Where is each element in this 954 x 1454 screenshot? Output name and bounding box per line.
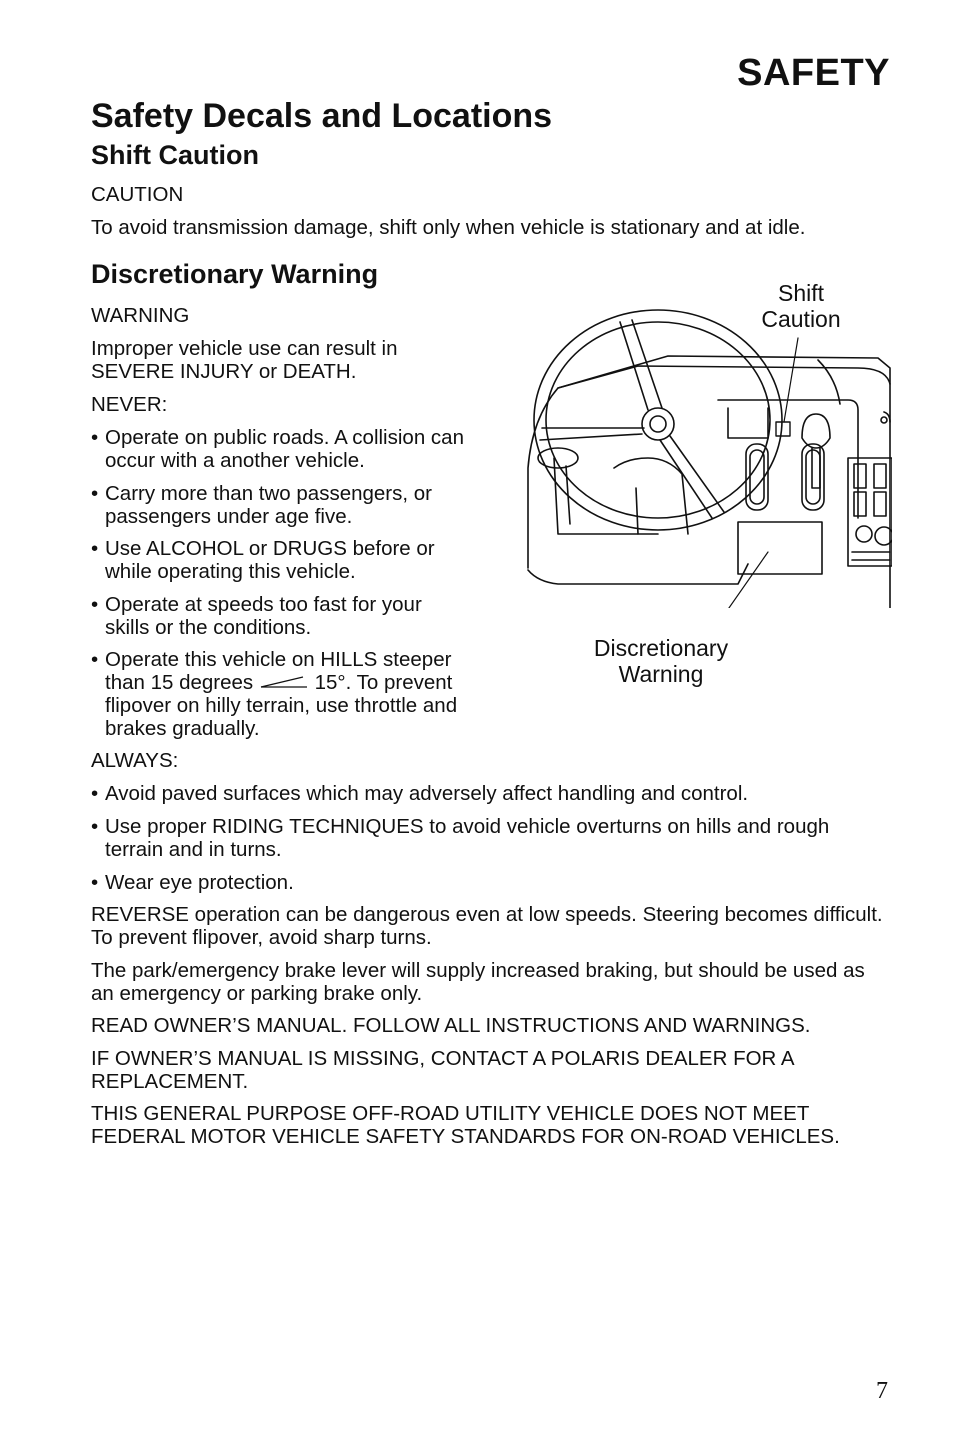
callout-line: Discretionary: [593, 635, 729, 661]
bullet-dot: •: [91, 482, 99, 505]
always-item-text: Use proper RIDING TECHNIQUES to avoid vehicle overturns on hills and rough terrain and in turns.: [105, 815, 830, 861]
slope-icon: [259, 675, 309, 689]
hills-item-text: [91, 648, 471, 740]
bullet-dot: •: [91, 593, 99, 616]
always-item-text: Avoid paved surfaces which may adversely affect handling and control.: [105, 782, 749, 805]
never-item-text: Carry more than two passengers, or passengers under age five.: [105, 482, 432, 528]
always-item-text: Wear eye protection.: [105, 871, 294, 894]
always-label: ALWAYS:: [91, 749, 179, 772]
bullet-dot: •: [91, 815, 99, 838]
dashboard-illustration: [518, 308, 892, 608]
hills-item-before: Operate this vehicle on HILLS steeper than 15 degrees: [105, 648, 452, 694]
warning-label: WARNING: [91, 304, 190, 327]
page-number: 7: [876, 1378, 888, 1404]
bullet-dot: •: [91, 537, 99, 560]
always-item: [91, 815, 881, 861]
bullet-dot: •: [91, 782, 99, 805]
section-header: SAFETY: [737, 52, 890, 94]
never-item-text: Use ALCOHOL or DRUGS before or while operating this vehicle.: [105, 537, 435, 583]
callout-line: Shift: [777, 280, 825, 306]
never-item-text: Operate at speeds too fast for your skills or the conditions.: [105, 593, 422, 639]
never-item: [91, 537, 471, 583]
page-title: Safety Decals and Locations: [91, 97, 553, 135]
hills-item-angle: 15°.: [314, 671, 352, 694]
bullet-dot: •: [91, 871, 99, 894]
callout-line: Warning: [618, 661, 704, 687]
hills-item-rest: To prevent flipover on hilly terrain, use throttle and brakes gradually.: [105, 671, 458, 740]
callout-line: Caution: [761, 306, 841, 332]
always-item: [91, 782, 881, 805]
bullet-dot: •: [91, 648, 99, 671]
never-item: [91, 593, 471, 639]
never-item: [91, 426, 471, 472]
discretionary-warning-callout: [580, 635, 742, 687]
warning-intro: Improper vehicle use can result in SEVERE INJURY or DEATH.: [91, 337, 398, 383]
brake-paragraph: The park/emergency brake lever will supply increased braking, but should be used as an emergency or parking brake only.: [91, 959, 865, 1005]
missing-manual-paragraph: IF OWNER’S MANUAL IS MISSING, CONTACT A POLARIS DEALER FOR A REPLACEMENT.: [91, 1047, 794, 1093]
never-item-text: Operate on public roads. A collision can occur with a another vehicle.: [105, 426, 464, 472]
bullet-dot: •: [91, 426, 99, 449]
discretionary-warning-heading: Discretionary Warning: [91, 259, 379, 289]
fmvss-paragraph: THIS GENERAL PURPOSE OFF-ROAD UTILITY VEHICLE DOES NOT MEET FEDERAL MOTOR VEHICLE SAFETY STANDARDS FOR ON-ROAD VEHICLES.: [91, 1102, 840, 1148]
never-item: [91, 482, 471, 528]
shift-caution-heading: Shift Caution: [91, 140, 259, 170]
read-manual-paragraph: READ OWNER’S MANUAL. FOLLOW ALL INSTRUCTIONS AND WARNINGS.: [91, 1014, 811, 1037]
never-item-hills: [91, 648, 471, 740]
reverse-paragraph: REVERSE operation can be dangerous even at low speeds. Steering becomes difficult. To prevent flipover, avoid sharp turns.: [91, 903, 883, 949]
shift-caution-text: To avoid transmission damage, shift only when vehicle is stationary and at idle.: [91, 216, 806, 239]
never-label: NEVER:: [91, 393, 168, 416]
always-item: [91, 871, 881, 894]
caution-label: CAUTION: [91, 183, 184, 206]
